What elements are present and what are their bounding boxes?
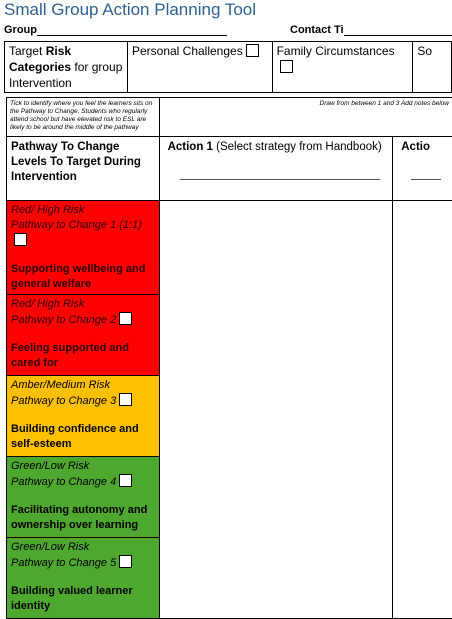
action-2-heading[interactable]: Actio (393, 137, 452, 201)
action-1-notes[interactable] (159, 201, 393, 619)
level-2[interactable]: Red/ High Risk Pathway to Change 2 Feeling supported and cared for (7, 295, 160, 376)
level-3[interactable]: Amber/Medium Risk Pathway to Change 3 Building confidence and self-esteem (7, 376, 160, 457)
checkbox[interactable] (119, 393, 132, 406)
action-1-line (180, 179, 380, 180)
level-4[interactable]: Green/Low Risk Pathway to Change 4 Facilitating autonomy and ownership over learning (7, 457, 160, 538)
checkbox[interactable] (119, 474, 132, 487)
level-5[interactable]: Green/Low Risk Pathway to Change 5 Building valued learner identity (7, 538, 160, 619)
option-personal-challenges[interactable]: Personal Challenges (127, 42, 272, 93)
action-1-heading[interactable]: Action 1 (Select strategy from Handbook) (159, 137, 393, 201)
action-2-line (411, 179, 441, 180)
pathway-note: Tick to identify where you feel the learners sits on the Pathway to Change. Students who regularly attend school but have elevated risk to ESL are likely to be around the middle of the pathway (7, 98, 160, 137)
checkbox[interactable] (119, 312, 132, 325)
option-family-circumstances[interactable]: Family Circumstances (272, 42, 413, 93)
page-title: Small Group Action Planning Tool (4, 0, 257, 19)
contact-field[interactable] (290, 24, 452, 36)
checkbox[interactable] (14, 233, 27, 246)
actions-note: Draw from between 1 and 3 Add notes below (159, 98, 452, 137)
risk-categories-table (4, 41, 452, 93)
risk-categories-label: Target Risk Categories for group Intervention (5, 42, 128, 93)
group-underline (37, 24, 227, 36)
group-field[interactable] (4, 24, 227, 36)
option-partial[interactable]: So (413, 42, 452, 93)
action-2-notes[interactable] (393, 201, 452, 619)
contact-label: Contact Ti (290, 24, 344, 36)
checkbox[interactable] (119, 555, 132, 568)
checkbox[interactable] (246, 44, 259, 57)
group-label: Group (4, 24, 37, 36)
level-1[interactable]: Red/ High Risk Pathway to Change 1 (1:1) Supporting wellbeing and general welfare (7, 201, 160, 295)
contact-underline (344, 24, 452, 36)
checkbox[interactable] (280, 60, 293, 73)
levels-heading: Pathway To Change Levels To Target During Intervention (7, 137, 160, 201)
action-plan-table (6, 97, 452, 619)
